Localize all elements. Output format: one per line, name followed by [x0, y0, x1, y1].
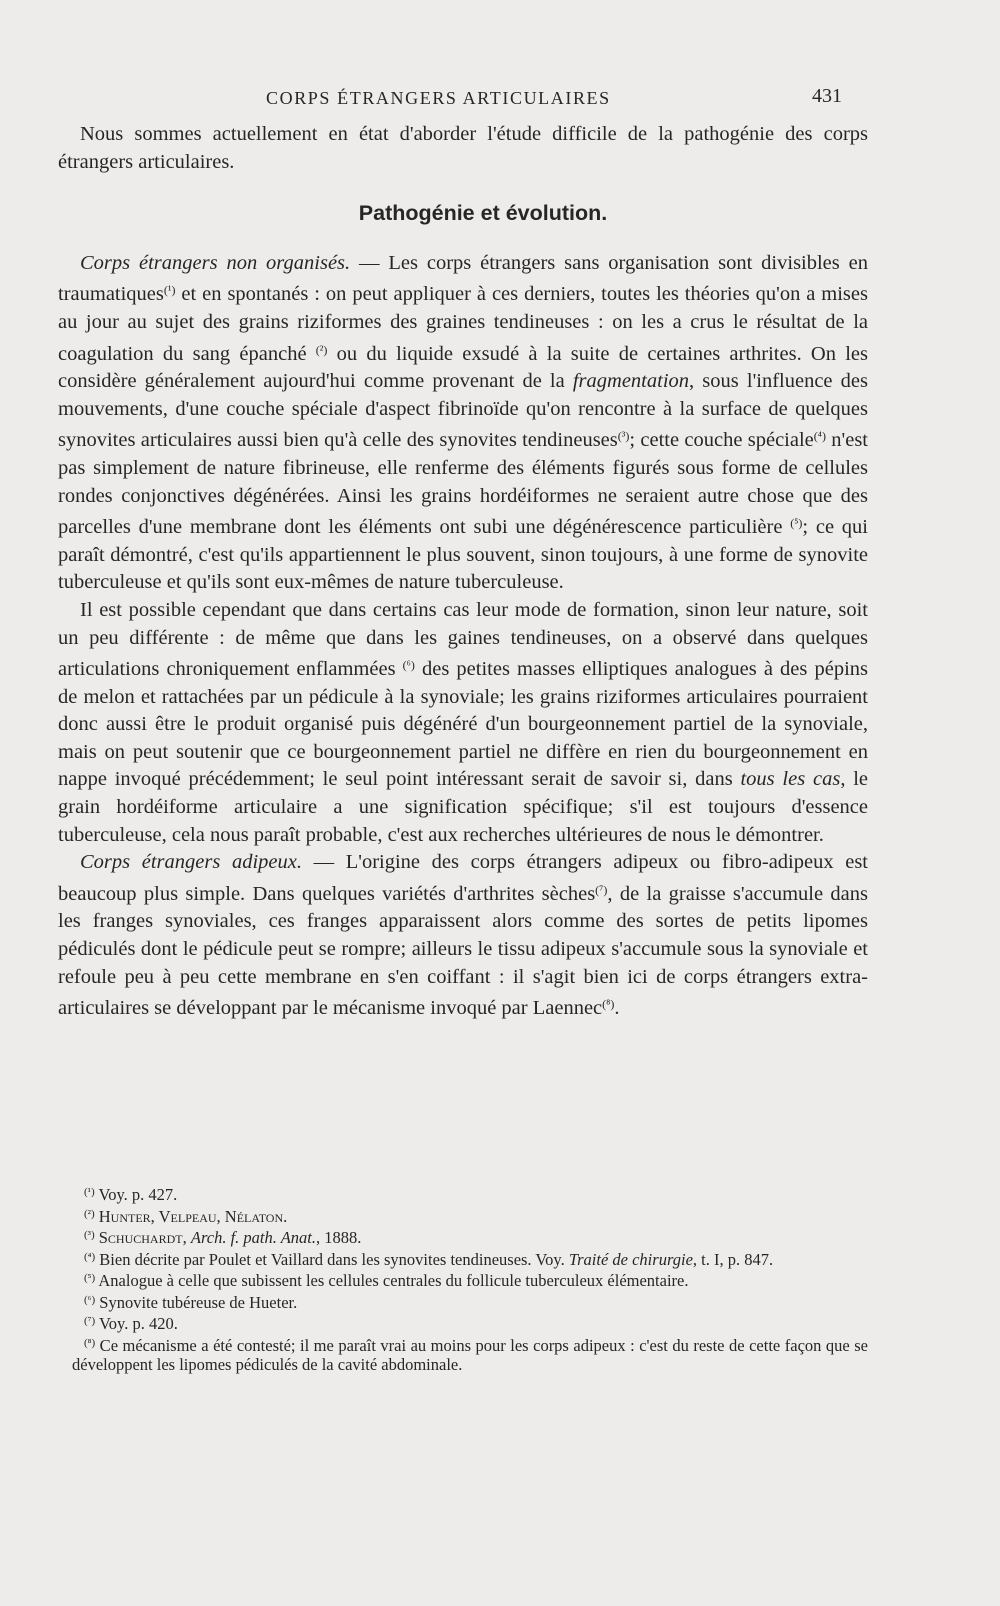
text-run: et en spontanés : on peut appliquer à ces derniers, toutes les théories qu'on a mises au jour au sujet des grains riziformes des graines tendineuses : on les a crus le résultat de la coagulation du sang épanché [58, 283, 868, 365]
footnote-1 [72, 1183, 868, 1205]
footnote-6 [72, 1291, 868, 1313]
text-run: . [614, 997, 620, 1020]
footnote-mark: (⁸) [84, 1336, 96, 1349]
footnote-text: Voy. p. 427. [94, 1185, 178, 1204]
emphasis: fragmentation [572, 370, 690, 393]
footnote-2 [72, 1205, 868, 1227]
text-run: — L'origine des corps étrangers adipeux ou fibro-adipeux est beaucoup plus simple. Dans quelques variétés d'arthrites sèches [58, 851, 868, 905]
text-run: ou du liquide exsudé à la suite de certaines arthrites. On les considère généralement aujourd'hui comme provenant de la [58, 342, 868, 393]
footnote-7 [72, 1312, 868, 1334]
footnote-author: Schuchardt, [94, 1228, 191, 1247]
running-title: CORPS ÉTRANGERS ARTICULAIRES [266, 88, 611, 108]
footnote-mark: (¹) [84, 1186, 95, 1198]
running-head [0, 85, 1000, 114]
footnote-mark: (⁵) [84, 1272, 96, 1284]
footnote-8 [72, 1334, 868, 1375]
page-number: 431 [812, 85, 842, 107]
footnote-ref: (¹) [163, 283, 176, 298]
section-heading: Pathogénie et évolution. [358, 201, 608, 226]
footnote-4 [72, 1248, 868, 1270]
main-text [58, 121, 868, 1023]
footnote-mark: (⁴) [84, 1250, 96, 1263]
footnote-text: , 1888. [315, 1228, 362, 1247]
intro-paragraph: Nous sommes actuellement en état d'aborder l'étude difficile de la pathogénie des corps étrangers articulaires. [58, 123, 868, 173]
text-run: , sous l'influence des mouvements, d'une couche spéciale d'aspect fibrinoïde qu'on rencontre à la surface de quelques synovites articulaires aussi bien qu'à celle des synovites tendineuses [58, 370, 868, 452]
text-run: ; ce qui paraît démontré, c'est qu'ils appartiennent le plus souvent, sinon toujours, à une forme de synovite tuberculeuse et qu'ils sont eux-mêmes de nature tuberculeuse. [58, 516, 868, 594]
footnote-mark: (²) [84, 1207, 95, 1220]
footnote-source: Traité de chirurgie [568, 1249, 693, 1269]
footnote-ref: (⁵) [790, 516, 803, 531]
paragraph-formation [58, 597, 868, 849]
footnote-text: Synovite tubéreuse de Hueter. [95, 1292, 298, 1312]
footnote-source: Arch. f. path. Anat. [190, 1228, 316, 1247]
footnote-text: Ce mécanisme a été contesté; il me paraît vrai au moins pour les corps adipeux : c'est du reste de cette façon que se développent les lipomes pédiculés de la cavité abdominale. [72, 1335, 868, 1374]
footnote-mark: (⁷) [84, 1315, 96, 1327]
emphasis: tous les cas [740, 768, 841, 791]
paragraph-lead: Corps étrangers adipeux. [80, 851, 302, 874]
footnote-ref: (⁸) [602, 997, 615, 1012]
text-run: Il est possible cependant que dans certains cas leur mode de formation, sinon leur nature, soit un peu différente : de même que dans les gaines tendineuses, on a observé dans quelques articulations chroniquement enflammées [58, 598, 868, 681]
footnote-ref: (²) [315, 342, 328, 357]
footnote-ref: (⁷) [595, 882, 608, 897]
paragraph-adipeux [58, 849, 868, 1023]
footnote-5 [72, 1269, 868, 1291]
text-run: — Les corps étrangers sans organisation sont divisibles en traumatiques [58, 251, 868, 306]
text-run: des petites masses elliptiques analogues à des pépins de melon et rattachées par un pédicule à la synoviale; les grains riziformes articulaires pourraient donc aussi être le produit organisé puis dégénéré d'un bourgeonnement partiel de la synoviale, mais on peut soutenir que ce bourgeonnement partiel ne diffère en rien du bourgeonnement en nappe invoqué précédemment; le seul point intéressant serait de savoir si, dans [58, 658, 868, 791]
footnote-mark: (³) [84, 1229, 95, 1241]
text-run: , de la graisse s'accumule dans les franges synoviales, ces franges apparaissent alors comme des sortes de petits lipomes pédiculés dont le pédicule peut se rompre; ailleurs le tissu adipeux s'accumule sous la synoviale et refoule peu à peu cette membrane en s'en coiffant : il s'agit bien ici de corps étrangers extra-articulaires se développant par le mécanisme invoqué par Laennec [58, 882, 868, 1020]
footnote-text: Hunter, Velpeau, Nélaton. [94, 1206, 288, 1226]
footnote-text: Voy. p. 420. [95, 1314, 178, 1333]
footnote-3 [72, 1226, 868, 1248]
footnote-ref: (⁴) [813, 429, 826, 444]
text-run: ; cette couche spéciale [629, 429, 814, 452]
paragraph-non-organises [58, 250, 868, 597]
footnote-mark: (⁶) [84, 1293, 96, 1306]
footnote-text: Bien décrite par Poulet et Vaillard dans les synovites tendineuses. Voy. [95, 1249, 569, 1269]
footnotes [72, 1183, 868, 1375]
footnote-ref: (⁶) [402, 658, 415, 673]
paragraph-lead: Corps étrangers non organisés. [80, 251, 351, 274]
footnote-text: , t. I, p. 847. [692, 1249, 774, 1269]
footnote-ref: (³) [617, 429, 630, 444]
text-run: n'est pas simplement de nature fibrineuse, elle renferme des éléments figurés sous forme de cellules rondes conjonctives dégénérées. Ainsi les grains hordéiformes ne seraient autre chose que des parcelles d'une membrane dont les éléments ont subi une dégénérescence particulière [58, 429, 868, 539]
text-run: , le grain hordéiforme articulaire a une signification spécifique; s'il est toujours d'essence tuberculeuse, cela nous paraît probable, c'est aux recherches ultérieures de nous le démontrer. [58, 768, 869, 846]
footnote-text: Analogue à celle que subissent les cellules centrales du follicule tuberculeux élémentaire. [95, 1271, 689, 1290]
